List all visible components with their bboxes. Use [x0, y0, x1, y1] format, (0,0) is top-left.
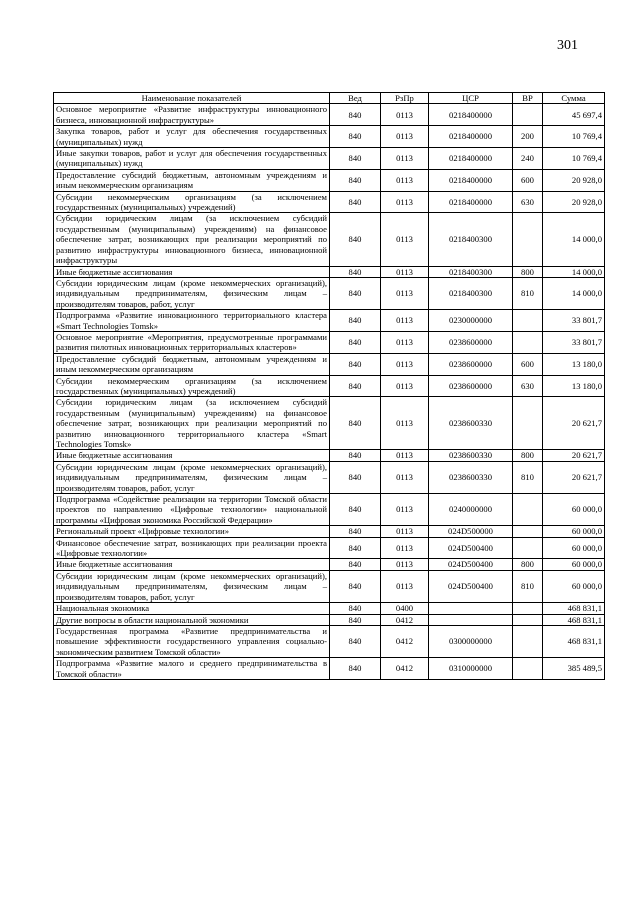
cell-rzpr: 0113 — [381, 450, 429, 461]
cell-name: Субсидии юридическим лицам (кроме некоммерческих организаций), индивидуальным предпринимателям, физическим лицам – производителям товаров, работ, услуг — [54, 277, 330, 309]
cell-csr: 024D500400 — [429, 559, 513, 570]
cell-sum: 14 000,0 — [543, 266, 605, 277]
cell-vr: 630 — [513, 375, 543, 397]
cell-rzpr: 0113 — [381, 375, 429, 397]
table-row — [54, 625, 605, 657]
cell-ved: 840 — [330, 570, 381, 602]
cell-name: Государственная программа «Развитие предпринимательства и повышение эффективности государственного управления социально-экономическим развитием Томской области» — [54, 625, 330, 657]
cell-csr: 0218400300 — [429, 277, 513, 309]
cell-rzpr: 0113 — [381, 353, 429, 375]
header-csr: ЦСР — [429, 93, 513, 104]
cell-name: Финансовое обеспечение затрат, возникающих при реализации проекта «Цифровые технологии» — [54, 537, 330, 559]
cell-rzpr: 0400 — [381, 603, 429, 614]
cell-name: Региональный проект «Цифровые технологии» — [54, 526, 330, 537]
cell-vr — [513, 213, 543, 266]
cell-ved: 840 — [330, 397, 381, 450]
cell-ved: 840 — [330, 266, 381, 277]
table-row — [54, 603, 605, 614]
cell-csr: 0238600000 — [429, 331, 513, 353]
cell-sum: 33 801,7 — [543, 331, 605, 353]
cell-rzpr: 0113 — [381, 570, 429, 602]
cell-rzpr: 0113 — [381, 397, 429, 450]
table-row — [54, 658, 605, 680]
cell-rzpr: 0113 — [381, 191, 429, 213]
cell-csr: 0238600330 — [429, 397, 513, 450]
cell-csr: 0218400300 — [429, 266, 513, 277]
cell-ved: 840 — [330, 603, 381, 614]
cell-ved: 840 — [330, 277, 381, 309]
cell-sum: 13 180,0 — [543, 375, 605, 397]
table-row — [54, 169, 605, 191]
cell-vr: 800 — [513, 266, 543, 277]
table-row — [54, 266, 605, 277]
cell-vr: 810 — [513, 277, 543, 309]
cell-rzpr: 0113 — [381, 277, 429, 309]
table-row — [54, 526, 605, 537]
cell-rzpr: 0113 — [381, 266, 429, 277]
table-row — [54, 614, 605, 625]
cell-csr: 0238600000 — [429, 375, 513, 397]
cell-rzpr: 0113 — [381, 559, 429, 570]
cell-csr: 0218400000 — [429, 148, 513, 170]
cell-vr: 800 — [513, 559, 543, 570]
cell-name: Иные закупки товаров, работ и услуг для обеспечения государственных (муниципальных) нужд — [54, 148, 330, 170]
table-row — [54, 126, 605, 148]
cell-name: Подпрограмма «Развитие малого и среднего предпринимательства в Томской области» — [54, 658, 330, 680]
cell-sum: 14 000,0 — [543, 277, 605, 309]
cell-rzpr: 0412 — [381, 614, 429, 625]
table-body — [54, 104, 605, 680]
cell-ved: 840 — [330, 213, 381, 266]
cell-vr — [513, 603, 543, 614]
cell-csr: 024D500400 — [429, 537, 513, 559]
table-row — [54, 104, 605, 126]
cell-name: Основное мероприятие «Развитие инфраструктуры инновационного бизнеса, инновационной инфраструктуры» — [54, 104, 330, 126]
table-row — [54, 461, 605, 493]
cell-rzpr: 0113 — [381, 169, 429, 191]
cell-sum: 20 621,7 — [543, 397, 605, 450]
cell-ved: 840 — [330, 169, 381, 191]
cell-name: Субсидии некоммерческим организациям (за исключением государственных (муниципальных) учреждений) — [54, 375, 330, 397]
cell-csr: 0238600330 — [429, 461, 513, 493]
cell-name: Подпрограмма «Развитие инновационного территориального кластера «Smart Technologies Tomsk» — [54, 310, 330, 332]
cell-name: Предоставление субсидий бюджетным, автономным учреждениям и иным некоммерческим организациям — [54, 353, 330, 375]
cell-vr — [513, 614, 543, 625]
cell-sum: 13 180,0 — [543, 353, 605, 375]
cell-ved: 840 — [330, 526, 381, 537]
cell-sum: 20 928,0 — [543, 191, 605, 213]
budget-table — [53, 92, 605, 680]
cell-ved: 840 — [330, 353, 381, 375]
cell-ved: 840 — [330, 461, 381, 493]
cell-sum: 45 697,4 — [543, 104, 605, 126]
header-vr: ВР — [513, 93, 543, 104]
table-row — [54, 537, 605, 559]
cell-vr: 630 — [513, 191, 543, 213]
cell-sum: 468 831,1 — [543, 603, 605, 614]
table-row — [54, 353, 605, 375]
table-row — [54, 148, 605, 170]
cell-csr: 0218400300 — [429, 213, 513, 266]
table-row — [54, 450, 605, 461]
cell-sum: 10 769,4 — [543, 126, 605, 148]
cell-sum: 20 621,7 — [543, 461, 605, 493]
cell-csr: 0300000000 — [429, 625, 513, 657]
cell-ved: 840 — [330, 104, 381, 126]
cell-sum: 60 000,0 — [543, 526, 605, 537]
cell-vr — [513, 625, 543, 657]
cell-sum: 33 801,7 — [543, 310, 605, 332]
cell-csr: 024D500000 — [429, 526, 513, 537]
table-row — [54, 559, 605, 570]
header-sum: Сумма — [543, 93, 605, 104]
cell-csr: 0238600330 — [429, 450, 513, 461]
cell-vr — [513, 310, 543, 332]
cell-vr: 200 — [513, 126, 543, 148]
cell-csr: 0218400000 — [429, 191, 513, 213]
cell-rzpr: 0113 — [381, 494, 429, 526]
cell-rzpr: 0113 — [381, 213, 429, 266]
cell-ved: 840 — [330, 658, 381, 680]
cell-name: Иные бюджетные ассигнования — [54, 559, 330, 570]
cell-ved: 840 — [330, 310, 381, 332]
header-rzpr: РзПр — [381, 93, 429, 104]
cell-name: Субсидии юридическим лицам (кроме некоммерческих организаций), индивидуальным предпринимателям, физическим лицам – производителям товаров, работ, услуг — [54, 570, 330, 602]
cell-name: Субсидии некоммерческим организациям (за исключением государственных (муниципальных) учреждений) — [54, 191, 330, 213]
cell-vr — [513, 331, 543, 353]
cell-csr: 024D500400 — [429, 570, 513, 602]
cell-sum: 20 621,7 — [543, 450, 605, 461]
cell-rzpr: 0113 — [381, 331, 429, 353]
cell-ved: 840 — [330, 494, 381, 526]
cell-sum: 385 489,5 — [543, 658, 605, 680]
cell-sum: 60 000,0 — [543, 570, 605, 602]
cell-ved: 840 — [330, 625, 381, 657]
cell-ved: 840 — [330, 126, 381, 148]
table-row — [54, 375, 605, 397]
cell-vr: 810 — [513, 570, 543, 602]
cell-name: Закупка товаров, работ и услуг для обеспечения государственных (муниципальных) нужд — [54, 126, 330, 148]
cell-sum: 14 000,0 — [543, 213, 605, 266]
cell-vr — [513, 494, 543, 526]
cell-sum: 10 769,4 — [543, 148, 605, 170]
cell-vr — [513, 526, 543, 537]
cell-rzpr: 0113 — [381, 104, 429, 126]
cell-ved: 840 — [330, 331, 381, 353]
table-header-row — [54, 93, 605, 104]
cell-ved: 840 — [330, 375, 381, 397]
cell-csr: 0218400000 — [429, 126, 513, 148]
cell-name: Основное мероприятие «Мероприятия, предусмотренные программами развития пилотных инновационных территориальных кластеров» — [54, 331, 330, 353]
cell-sum: 60 000,0 — [543, 537, 605, 559]
cell-csr: 0218400000 — [429, 104, 513, 126]
cell-vr — [513, 537, 543, 559]
table-row — [54, 397, 605, 450]
table-row — [54, 191, 605, 213]
cell-sum: 20 928,0 — [543, 169, 605, 191]
cell-vr — [513, 397, 543, 450]
cell-rzpr: 0113 — [381, 461, 429, 493]
cell-vr: 240 — [513, 148, 543, 170]
cell-rzpr: 0113 — [381, 526, 429, 537]
cell-vr: 810 — [513, 461, 543, 493]
cell-name: Предоставление субсидий бюджетным, автономным учреждениям и иным некоммерческим организациям — [54, 169, 330, 191]
cell-rzpr: 0113 — [381, 537, 429, 559]
cell-sum: 60 000,0 — [543, 559, 605, 570]
cell-rzpr: 0412 — [381, 658, 429, 680]
cell-sum: 468 831,1 — [543, 614, 605, 625]
cell-csr — [429, 614, 513, 625]
cell-ved: 840 — [330, 559, 381, 570]
cell-vr: 600 — [513, 353, 543, 375]
cell-vr: 800 — [513, 450, 543, 461]
cell-name: Субсидии юридическим лицам (за исключением субсидий государственным (муниципальным) учреждениям) на финансовое обеспечение затрат, возникающих при реализации мероприятий по развитию инновационного территориального кластера «Smart Technologies Tomsk» — [54, 397, 330, 450]
table-row — [54, 213, 605, 266]
cell-name: Другие вопросы в области национальной экономики — [54, 614, 330, 625]
cell-name: Иные бюджетные ассигнования — [54, 266, 330, 277]
header-ved: Вед — [330, 93, 381, 104]
cell-sum: 60 000,0 — [543, 494, 605, 526]
cell-name: Подпрограмма «Содействие реализации на территории Томской области проектов по направлению «Цифровые технологии» национальной программы «Цифровая экономика Российской Федерации» — [54, 494, 330, 526]
cell-ved: 840 — [330, 148, 381, 170]
cell-rzpr: 0412 — [381, 625, 429, 657]
cell-rzpr: 0113 — [381, 148, 429, 170]
table-row — [54, 494, 605, 526]
cell-vr — [513, 104, 543, 126]
table-row — [54, 310, 605, 332]
cell-vr — [513, 658, 543, 680]
page-number: 301 — [557, 38, 578, 53]
cell-ved: 840 — [330, 614, 381, 625]
cell-csr: 0310000000 — [429, 658, 513, 680]
cell-csr: 0238600000 — [429, 353, 513, 375]
cell-name: Субсидии юридическим лицам (за исключением субсидий государственным (муниципальным) учреждениям) на финансовое обеспечение затрат, возникающих при реализации мероприятий по развитию инфраструктуры инновационного бизнеса, инновационной инфраструктуры — [54, 213, 330, 266]
cell-name: Субсидии юридическим лицам (кроме некоммерческих организаций), индивидуальным предпринимателям, физическим лицам – производителям товаров, работ, услуг — [54, 461, 330, 493]
table-row — [54, 277, 605, 309]
cell-rzpr: 0113 — [381, 126, 429, 148]
cell-csr: 0240000000 — [429, 494, 513, 526]
cell-rzpr: 0113 — [381, 310, 429, 332]
cell-vr: 600 — [513, 169, 543, 191]
cell-ved: 840 — [330, 191, 381, 213]
table-row — [54, 570, 605, 602]
header-name: Наименование показателей — [54, 93, 330, 104]
table-row — [54, 331, 605, 353]
cell-ved: 840 — [330, 537, 381, 559]
cell-csr — [429, 603, 513, 614]
cell-ved: 840 — [330, 450, 381, 461]
cell-name: Иные бюджетные ассигнования — [54, 450, 330, 461]
cell-name: Национальная экономика — [54, 603, 330, 614]
cell-csr: 0218400000 — [429, 169, 513, 191]
cell-sum: 468 831,1 — [543, 625, 605, 657]
cell-csr: 0230000000 — [429, 310, 513, 332]
